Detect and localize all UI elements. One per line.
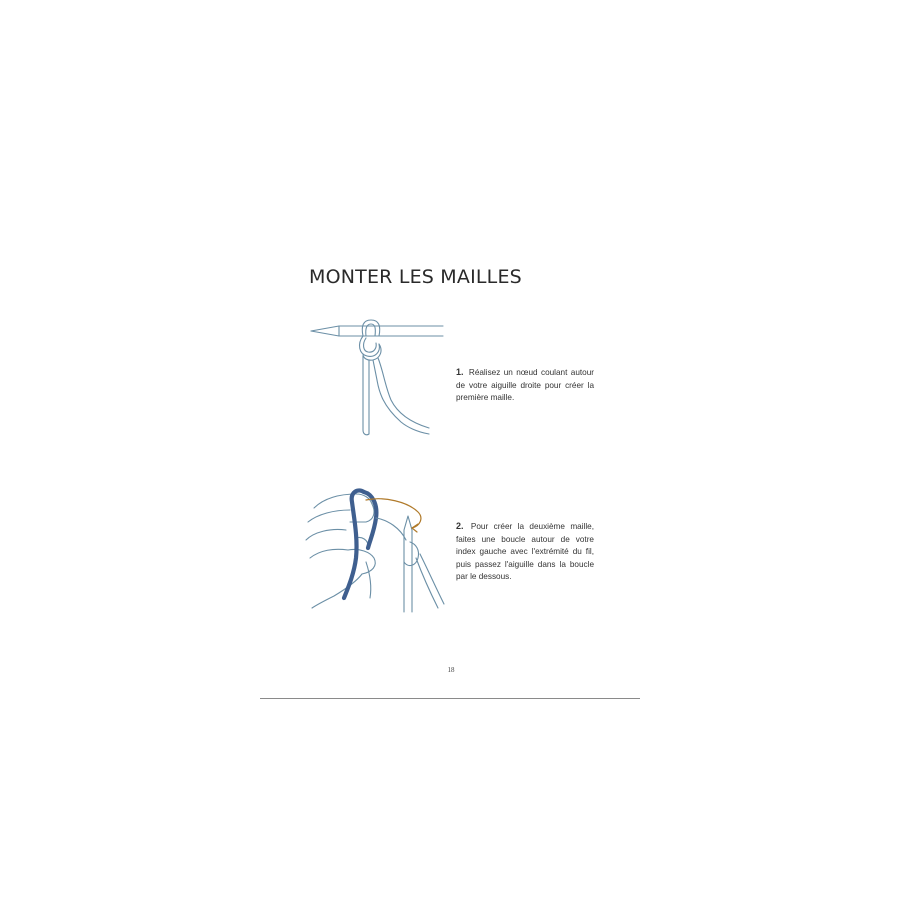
page-number: 18 bbox=[447, 666, 455, 674]
page-bottom-rule bbox=[260, 698, 640, 699]
finger-loop-cast-on-illustration bbox=[300, 478, 460, 618]
step-1-instruction bbox=[456, 366, 594, 405]
step-2-instruction bbox=[456, 520, 594, 584]
slip-knot-needle-icon bbox=[305, 310, 450, 440]
page-title: MONTER LES MAILLES bbox=[309, 266, 522, 288]
step-1-text: Réalisez un nœud coulant autour de votre aiguille droite pour créer la première maille. bbox=[456, 368, 594, 403]
slip-knot-needle-illustration bbox=[305, 310, 450, 440]
step-2-number: 2. bbox=[456, 521, 464, 531]
hand-loop-needle-icon bbox=[300, 478, 460, 618]
step-2-text: Pour créer la deuxième maille, faites une boucle autour de votre index gauche avec l'extrémité du fil, puis passez l'aiguille dans la boucle par le dessous. bbox=[456, 522, 594, 582]
step-1-number: 1. bbox=[456, 367, 464, 377]
